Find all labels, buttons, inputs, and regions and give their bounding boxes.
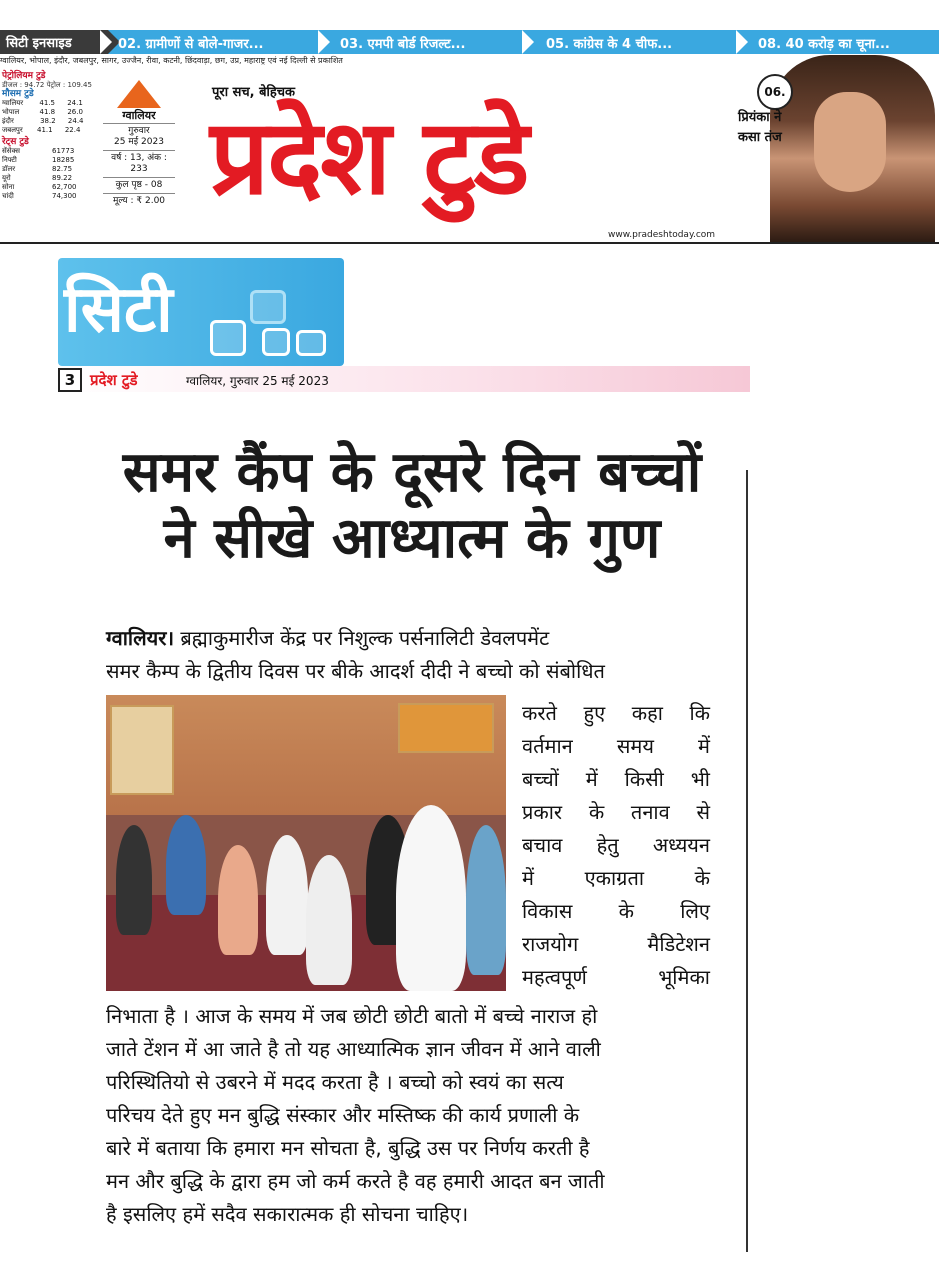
- article-line: परिचय देते हुए मन बुद्धि संस्कार और मस्तिष्क की कार्य प्रणाली के: [106, 1103, 580, 1127]
- article-line: राजयोग मैडिटेशन: [522, 932, 710, 956]
- ticker-strip: [0, 30, 939, 54]
- weather-title: मौसम टुडे: [2, 89, 34, 99]
- petrol-line: डीजल : 94.72 पेट्रोल : 109.45: [2, 81, 92, 89]
- chevron-right-icon: [100, 30, 112, 54]
- edition-box: [103, 80, 175, 207]
- section-paper-name: प्रदेश टुडे: [90, 371, 138, 389]
- tagline: पूरा सच, बेहिचक: [212, 85, 296, 100]
- article-line: करते हुए कहा कि: [522, 701, 710, 725]
- website: www.pradeshtoday.com: [608, 230, 716, 240]
- article-line: ग्वालियर। ब्रह्माकुमारीज केंद्र पर निशुल्क पर्सनालिटी डेवलपमेंट: [106, 626, 550, 650]
- article-dateline: ग्वालियर।: [106, 626, 175, 650]
- article-line: है इसलिए हमें सदैव सकारात्मक ही सोचना चाहिए।: [106, 1202, 469, 1226]
- headline-line: समर कैंप के दूसरे दिन बच्चों: [122, 440, 702, 505]
- article-line: जाते टेंशन में आ जाते है तो यह आध्यात्मिक ज्ञान जीवन में आने वाली: [106, 1037, 601, 1061]
- chevron-right-icon: [318, 30, 330, 54]
- promo-text[interactable]: प्रियंका ने कसा तंज: [738, 110, 782, 145]
- column-rule: [746, 470, 748, 1252]
- ticker-lead: सिटी इनसाइड: [0, 30, 108, 54]
- article-line: बच्चों में किसी भी: [522, 767, 710, 791]
- decor-square: [210, 320, 246, 356]
- promo-number: 06.: [757, 74, 793, 110]
- weather-row: ग्वालियर 41.5 24.1: [2, 99, 83, 107]
- decor-square: [262, 328, 290, 356]
- edition-day: गुरुवार: [128, 126, 150, 136]
- edition-city: ग्वालियर: [122, 109, 156, 122]
- weather-row: इंदौर 38.2 24.4: [2, 117, 84, 125]
- rate-row: यूरो 89.22: [2, 174, 73, 182]
- article-line: महत्वपूर्ण भूमिका: [522, 965, 710, 989]
- article-headline: [102, 440, 722, 572]
- edition-price: मूल्य : ₹ 2.00: [112, 196, 166, 206]
- masthead: प्रदेश टुडे: [210, 96, 528, 218]
- promo-face: [814, 92, 886, 192]
- ticker-item[interactable]: 03. एमपी बोर्ड रिजल्ट...: [340, 37, 466, 52]
- section-dateline: ग्वालियर, गुरुवार 25 मई 2023: [186, 374, 329, 388]
- info-box: [2, 72, 98, 201]
- article-line: परिस्थितियो से उबरने में मदद करता है । बच्चो को स्वयं का सत्य: [106, 1070, 564, 1094]
- decor-square: [250, 290, 286, 324]
- rate-row: सेंसेक्स 61773: [2, 147, 75, 155]
- edition-issue: वर्ष : 13, अंक : 233: [111, 153, 167, 174]
- article-line: वर्तमान समय में: [522, 734, 710, 758]
- decor-square: [296, 330, 326, 356]
- section-bar: [58, 366, 750, 392]
- rate-row: चांदी 74,300: [2, 192, 77, 200]
- rate-row: डॉलर 82.75: [2, 165, 73, 173]
- article-line: बारे में बताया कि हमारा मन सोचता है, बुद्धि उस पर निर्णय करती है: [106, 1136, 590, 1160]
- logo-icon: [117, 80, 161, 108]
- edition-pages: कुल पृष्ठ - 08: [115, 180, 163, 190]
- rates-title: रेट्स टुडे: [2, 137, 29, 147]
- chevron-right-icon: [522, 30, 534, 54]
- headline-line: ने सीखे आध्यात्म के गुण: [163, 506, 661, 571]
- article-line: निभाता है । आज के समय में जब छोटी छोटी बातो में बच्चे नाराज हो: [106, 1004, 598, 1028]
- ticker-item[interactable]: 05. कांग्रेस के 4 चीफ...: [546, 37, 673, 52]
- page-number: 3: [58, 368, 82, 392]
- article-line: प्रकार के तनाव से: [522, 800, 710, 824]
- article-line: विकास के लिए: [522, 899, 710, 923]
- ticker-item[interactable]: 02. ग्रामीणों से बोले-गाजर...: [118, 37, 264, 52]
- rate-row: सोना 62,700: [2, 183, 77, 191]
- chevron-right-icon: [736, 30, 748, 54]
- publication-cities: ग्वालियर, भोपाल, इंदौर, जबलपुर, सागर, उज्जैन, रीवा, कटनी, छिंदवाड़ा, छग, उप्र, महाराष्ट्र एवं नई दिल्ली से प्रकाशित: [0, 56, 343, 65]
- article-line: में एकाग्रता के: [522, 866, 710, 890]
- article-line: बचाव हेतु अध्ययन: [522, 833, 710, 857]
- weather-row: भोपाल 41.8 26.0: [2, 108, 83, 116]
- ticker-item[interactable]: 08. 40 करोड़ का चूना...: [758, 37, 890, 52]
- rate-row: निफ्टी 18285: [2, 156, 75, 164]
- article-line: समर कैम्प के द्वितीय दिवस पर बीके आदर्श दीदी ने बच्चो को संबोधित: [106, 659, 605, 683]
- petrol-title: पेट्रोलियम टुडे: [2, 71, 46, 81]
- section-title: सिटी: [64, 273, 173, 347]
- article-photo: [106, 695, 506, 991]
- weather-row: जबलपुर 41.1 22.4: [2, 126, 81, 134]
- article-line: मन और बुद्धि के द्वारा हम जो कर्म करते है वह हमारी आदत बन जाती: [106, 1169, 605, 1193]
- masthead-divider: [0, 242, 939, 244]
- edition-date: 25 मई 2023: [114, 137, 164, 147]
